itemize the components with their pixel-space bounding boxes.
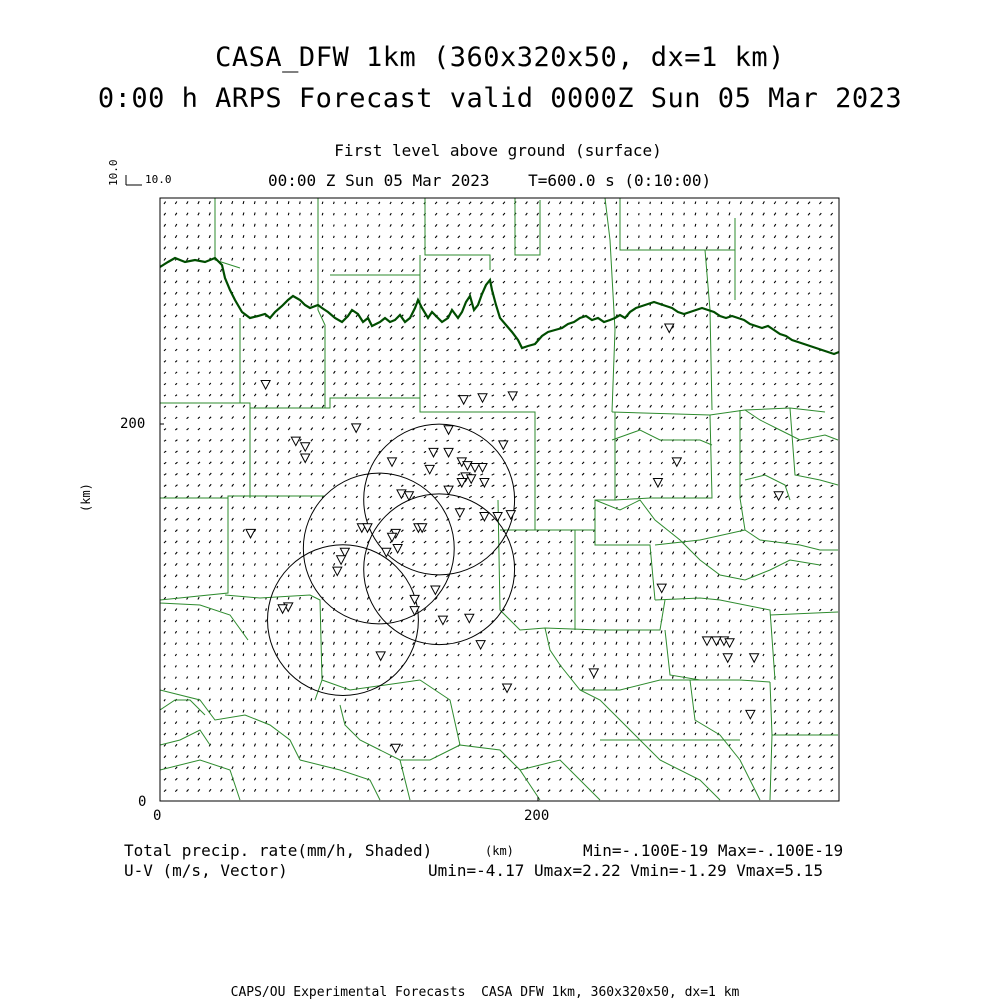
station-marker-icon	[337, 556, 346, 565]
station-marker-icon	[774, 492, 783, 501]
station-marker-icon	[459, 396, 468, 405]
station-marker-icon	[429, 448, 438, 457]
y-axis-label: (km)	[79, 483, 93, 512]
station-markers	[246, 324, 783, 753]
vector-field-label: U-V (m/s, Vector)	[124, 861, 288, 880]
vector-min-max: Umin=-4.17 Umax=2.22 Vmin=-1.29 Vmax=5.15	[428, 861, 823, 880]
station-marker-icon	[470, 463, 479, 472]
station-marker-icon	[397, 490, 406, 499]
station-marker-icon	[444, 448, 453, 457]
station-marker-icon	[382, 548, 391, 557]
station-marker-icon	[387, 458, 396, 467]
station-marker-icon	[725, 639, 734, 648]
reference-vector-icon	[126, 175, 142, 185]
station-marker-icon	[438, 616, 447, 625]
station-marker-icon	[391, 744, 400, 753]
station-marker-icon	[376, 652, 385, 661]
station-marker-icon	[444, 426, 453, 435]
station-marker-icon	[467, 475, 476, 484]
station-marker-icon	[506, 511, 515, 520]
reference-vector-label: 10.0	[107, 159, 120, 186]
state-boundary	[160, 258, 839, 354]
station-marker-icon	[410, 595, 419, 604]
station-marker-icon	[246, 529, 255, 538]
y-tick-0: 0	[138, 794, 147, 810]
station-marker-icon	[463, 462, 472, 471]
shaded-min-max: Min=-.100E-19 Max=-.100E-19	[583, 841, 844, 860]
radar-range-ring	[303, 473, 454, 624]
station-marker-icon	[493, 512, 502, 521]
station-marker-icon	[746, 710, 755, 719]
shaded-field-label: Total precip. rate(mm/h, Shaded)	[124, 841, 433, 860]
station-marker-icon	[499, 441, 508, 450]
x-tick-200: 200	[524, 808, 550, 824]
station-marker-icon	[665, 324, 674, 333]
plot-title-line-2: 0:00 h ARPS Forecast valid 0000Z Sun 05 Mar 2023	[97, 83, 903, 114]
station-marker-icon	[508, 392, 517, 401]
station-marker-icon	[478, 394, 487, 403]
footer-credit: CAPS/OU Experimental Forecasts CASA DFW 1km, 360x320x50, dx=1 km	[230, 985, 740, 1000]
plot-frame	[160, 198, 839, 801]
station-marker-icon	[465, 614, 474, 623]
county-boundaries	[160, 198, 838, 800]
station-marker-icon	[393, 544, 402, 553]
plot-title-line-1: CASA_DFW 1km (360x320x50, dx=1 km)	[215, 42, 785, 73]
station-marker-icon	[291, 437, 300, 446]
station-marker-icon	[261, 381, 270, 390]
level-subtitle: First level above ground (surface)	[334, 141, 662, 160]
reference-vector-value: 10.0	[145, 173, 172, 186]
station-marker-icon	[352, 424, 361, 433]
station-marker-icon	[455, 509, 464, 518]
station-marker-icon	[657, 584, 666, 593]
station-marker-icon	[476, 641, 485, 650]
station-marker-icon	[301, 443, 310, 452]
station-marker-icon	[444, 486, 453, 495]
station-marker-icon	[301, 454, 310, 463]
station-marker-icon	[478, 463, 487, 472]
radar-range-ring	[268, 545, 419, 696]
station-marker-icon	[431, 586, 440, 595]
station-marker-icon	[712, 637, 721, 646]
station-marker-icon	[425, 465, 434, 474]
station-marker-icon	[750, 654, 759, 663]
station-marker-icon	[723, 654, 732, 663]
x-tick-0: 0	[153, 808, 162, 824]
station-marker-icon	[589, 669, 598, 678]
y-tick-200: 200	[120, 416, 146, 432]
time-subtitle: 00:00 Z Sun 05 Mar 2023 T=600.0 s (0:10:00)	[268, 171, 712, 190]
x-axis-label: (km)	[485, 844, 514, 858]
station-marker-icon	[702, 637, 711, 646]
station-marker-icon	[278, 605, 287, 614]
